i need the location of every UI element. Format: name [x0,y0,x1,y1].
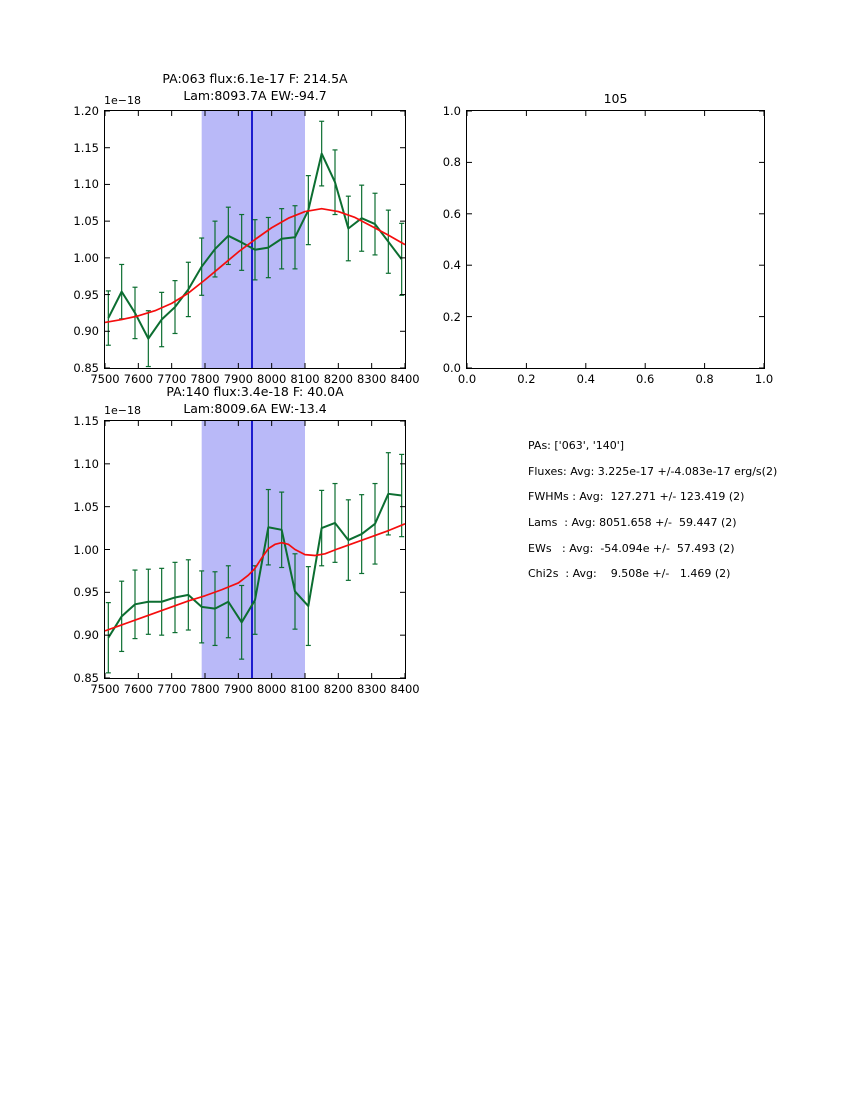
pa063-fit-window-band [202,111,305,368]
box105-ytick-label: 0.2 [442,309,461,324]
pa140-ytick-label: 1.15 [73,414,99,428]
chart-pa063-title-line2: Lam:8093.7A EW:-94.7 [183,88,327,103]
pa063-ytick-label: 0.95 [73,287,99,302]
pa063-xtick-label: 7600 [123,372,153,386]
pa140-xtick-label: 7700 [157,682,187,696]
chart-pa140-title [104,383,406,417]
pa063-xtick-label: 7800 [190,372,220,386]
pa140-xtick-label: 7900 [223,682,253,696]
pa063-xtick-label: 7500 [90,372,120,386]
pa063-ytick-label: 0.85 [73,361,99,375]
pa063-xtick-label: 7700 [157,372,187,386]
chart-105-axes [466,110,765,369]
pa140-ytick-label: 0.95 [73,585,99,600]
pa063-xtick-label: 8000 [257,372,287,386]
pa140-ytick-label: 1.10 [73,456,99,471]
chart-pa063-axes [104,110,406,369]
pa140-xtick-label: 8400 [390,682,420,696]
pa063-xtick-label: 8400 [390,372,420,386]
pa140-ytick-label: 0.85 [73,671,99,685]
pa063-xtick-label: 8200 [323,372,353,386]
stat-line-fluxes: Fluxes: Avg: 3.225e-17 +/-4.083e-17 erg/s(2) [528,464,778,478]
box105-ytick-label: 0.0 [442,361,461,375]
pa140-ytick-label: 0.90 [73,628,99,643]
pa140-xtick-label: 8000 [257,682,287,696]
box105-xtick-label: 0.4 [576,372,595,386]
chart-pa063-y-offset-label: 1e−18 [104,94,141,107]
pa140-plot-area [105,421,407,680]
pa063-plot-area [105,111,407,370]
box105-ytick-label: 1.0 [442,104,461,118]
chart-pa140-y-offset-label: 1e−18 [104,404,141,417]
box105-ytick-label: 0.6 [442,206,461,221]
pa063-ytick-label: 1.00 [73,250,99,265]
box105-tick-marks [467,111,764,368]
pa140-xtick-label: 7800 [190,682,220,696]
pa063-xtick-label: 7900 [223,372,253,386]
chart-pa063-title [104,70,406,104]
pa063-ytick-label: 0.90 [73,324,99,339]
pa063-ytick-label: 1.10 [73,177,99,192]
pa140-xtick-label: 7600 [123,682,153,696]
pa140-ytick-label: 1.05 [73,499,99,514]
chart-pa140-axes [104,420,406,679]
pa063-ytick-label: 1.20 [73,104,99,118]
box105-xtick-label: 0.2 [517,372,536,386]
stat-line-lams: Lams : Avg: 8051.658 +/- 59.447 (2) [528,516,737,530]
box105-xtick-label: 1.0 [754,372,774,386]
stat-line-fwhms: FWHMs : Avg: 127.271 +/- 123.419 (2) [528,490,745,504]
pa063-ytick-label: 1.15 [73,140,99,155]
stat-line-chi2s: Chi2s : Avg: 9.508e +/- 1.469 (2) [528,567,731,581]
chart-pa140-title-line2: Lam:8009.6A EW:-13.4 [183,401,327,416]
box105-plot-area [467,111,766,370]
pa140-fit-window-band [202,421,305,678]
stat-line-ews: EWs : Avg: -54.094e +/- 57.493 (2) [528,541,735,555]
pa063-xtick-label: 8300 [357,372,387,386]
box105-xtick-label: 0.6 [636,372,655,386]
chart-105-title: 105 [603,91,628,106]
chart-pa140-title-line1: PA:140 flux:3.4e-18 F: 40.0A [166,384,344,399]
box105-ytick-label: 0.4 [442,258,461,273]
chart-pa063-title-line1: PA:063 flux:6.1e-17 F: 214.5A [162,71,348,86]
pa140-xtick-label: 8200 [323,682,353,696]
pa063-xtick-label: 8100 [290,372,320,386]
box105-xtick-label: 0.8 [695,372,714,386]
box105-ytick-label: 0.8 [442,155,461,170]
pa140-xtick-label: 8100 [290,682,320,696]
box105-xtick-label: 0.0 [457,372,477,386]
pa063-ytick-label: 1.05 [73,214,99,229]
pa140-xtick-label: 8300 [357,682,387,696]
pa140-ytick-label: 1.00 [73,542,99,557]
stats-panel [528,433,777,587]
stat-line-pas: PAs: ['063', '140'] [528,439,625,452]
pa140-xtick-label: 7500 [90,682,120,696]
